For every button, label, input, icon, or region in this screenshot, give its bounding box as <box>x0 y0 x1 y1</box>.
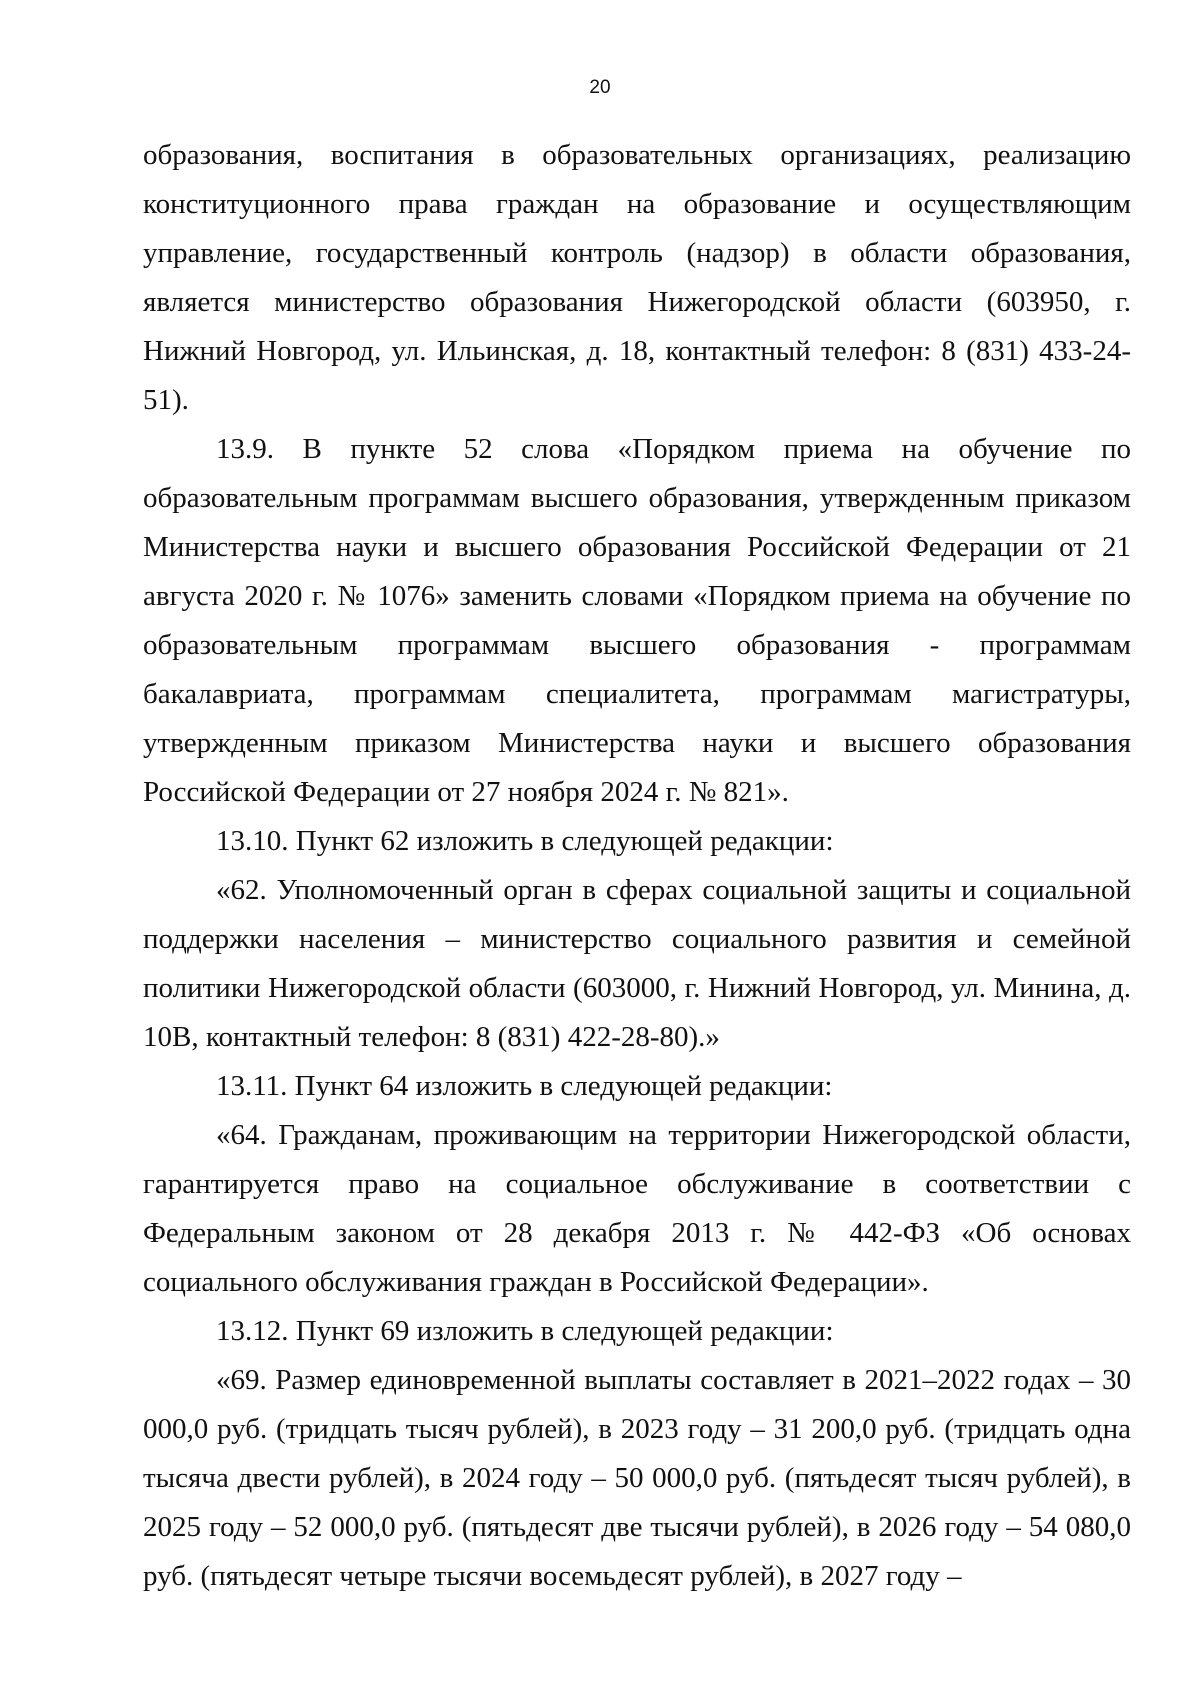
document-body <box>143 131 1131 1601</box>
paragraph-continuation: образования, воспитания в образовательных организациях, реализацию конституционного права граждан на образование и осуществляющим управление, государственный контроль (надзор) в области образования, является министерство образования Нижегородской области (603950, г. Нижний Новгород, ул. Ильинская, д. 18, контактный телефон: 8 (831) 433-24-51). <box>143 139 1131 416</box>
paragraph-clause-62: «62. Уполномоченный орган в сферах социальной защиты и социальной поддержки населения – министерство социального развития и семейной политики Нижегородской области (603000, г. Нижний Новгород, ул. Минина, д. 10В, контактный телефон: 8 (831) 422-28-80).» <box>143 874 1131 1053</box>
paragraph-item-13-11: 13.11. Пункт 64 изложить в следующей редакции: <box>216 1070 833 1102</box>
paragraph-clause-64: «64. Гражданам, проживающим на территории Нижегородской области, гарантируется право на социальное обслуживание в соответствии с Федеральным законом от 28 декабря 2013 г. № 442-ФЗ «Об основах социального обслуживания граждан в Российской Федерации». <box>143 1119 1131 1298</box>
paragraph-item-13-12: 13.12. Пункт 69 изложить в следующей редакции: <box>216 1315 834 1347</box>
paragraph-item-13-9: 13.9. В пункте 52 слова «Порядком приема на обучение по образовательным программам высшего образования, утвержденным приказом Министерства науки и высшего образования Российской Федерации от 21 августа 2020 г. № 1076» заменить словами «Порядком приема на обучение по образовательным программам высшего образования - программам бакалавриата, программам специалитета, программам магистратуры, утвержденным приказом Министерства науки и высшего образования Российской Федерации от 27 ноября 2024 г. № 821». <box>143 433 1131 808</box>
page-number: 20 <box>589 77 611 98</box>
paragraph-item-13-10: 13.10. Пункт 62 изложить в следующей редакции: <box>216 825 834 857</box>
paragraph-clause-69: «69. Размер единовременной выплаты составляет в 2021–2022 годах – 30 000,0 руб. (тридцать тысяч рублей), в 2023 году – 31 200,0 руб. (тридцать одна тысяча двести рублей), в 2024 году – 50 000,0 руб. (пятьдесят тысяч рублей), в 2025 году – 52 000,0 руб. (пятьдесят две тысячи рублей), в 2026 году – 54 080,0 руб. (пятьдесят четыре тысячи восемьдесят рублей), в 2027 году – <box>143 1364 1131 1592</box>
